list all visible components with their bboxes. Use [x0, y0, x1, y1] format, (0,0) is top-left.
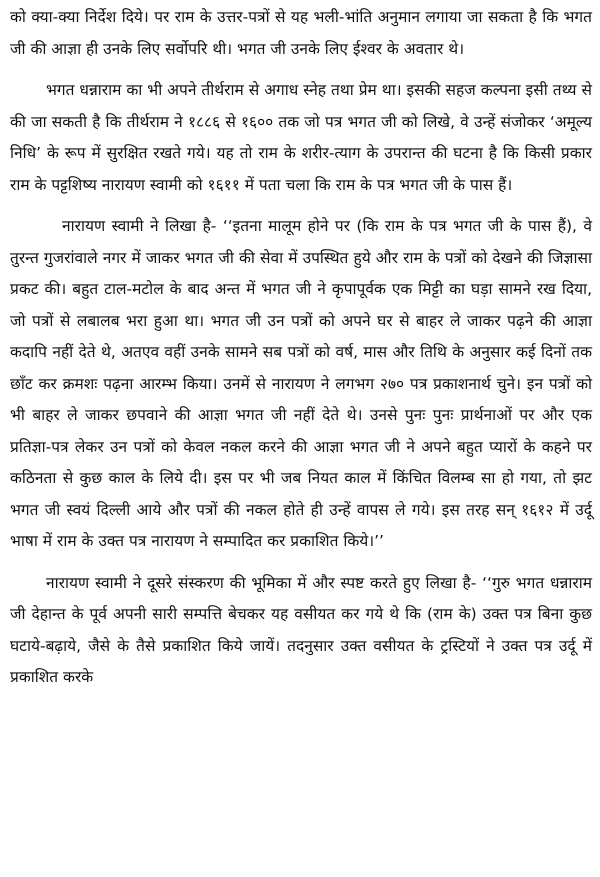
paragraph-3: नारायण स्वामी ने लिखा है- ‘‘इतना मालूम होने पर (कि राम के पत्र भगत जी के पास हैं), वे तुरन्त गुजरांवाले नगर में जाकर भगत जी की सेवा में उपस्थित हुये और राम के पत्रों को देखने की जिज्ञासा प्रकट की। बहुत टाल-मटोल के बाद अन्त में भगत जी ने कृपापूर्वक एक मिट्टी का घड़ा सामने रख दिया, जो पत्रों से लबालब भरा हुआ था। भगत जी उन पत्रों को अपने घर से बाहर ले जाकर पढ़ने की आज्ञा कदापि नहीं देते थे, अतएव वहीं उनके सामने सब पत्रों को वर्ष, मास और तिथि के अनुसार कई दिनों तक छाँट कर क्रमशः पढ़ना आरम्भ किया। उनमें से नारायण ने लगभग २७० पत्र प्रकाशनार्थ चुने। इन पत्रों को भी बाहर ले जाकर छपवाने की आज्ञा भगत जी नहीं देते थे। उनसे पुनः पुनः प्रार्थनाओं पर और एक प्रतिज्ञा-पत्र लेकर उन पत्रों को केवल नकल करने की आज्ञा भगत जी ने अपने बहुत प्यारों के कहने पर कठिनता से कुछ काल के लिये दी। इस पर भी जब नियत काल में किंचित विलम्ब सा हो गया, तो झट भगत जी स्वयं दिल्ली आये और पत्रों की नकल होते ही उन्हें वापस ले गये। इस तरह सन् १६१२ में उर्दू भाषा में राम के उक्त पत्र नारायण ने सम्पादित कर प्रकाशित किये।’’ — [10, 217, 592, 550]
paragraph-1: को क्या-क्या निर्देश दिये। पर राम के उत्तर-पत्रों से यह भली-भांति अनुमान लगाया जा सकता है कि भगत जी की आज्ञा ही उनके लिए सर्वोपरि थी। भगत जी उनके लिए ईश्वर के अवतार थे। — [10, 8, 592, 58]
paragraph-4: नारायण स्वामी ने दूसरे संस्करण की भूमिका में और स्पष्ट करते हुए लिखा है- ‘‘गुरु भगत धन्नाराम जी देहान्त के पूर्व अपनी सारी सम्पत्ति बेचकर यह वसीयत कर गये थे कि (राम के) उक्त पत्र बिना कुछ घटाये-बढ़ाये, जैसे के तैसे प्रकाशित किये जायें। तदनुसार उक्त वसीयत के ट्रस्टियों ने उक्त पत्र उर्दू में प्रकाशित करके — [10, 573, 592, 686]
paragraph-gap — [10, 65, 592, 75]
paragraph-gap — [10, 558, 592, 568]
paragraph-gap — [10, 201, 592, 211]
paragraph-2: भगत धन्नाराम का भी अपने तीर्थराम से अगाध स्नेह तथा प्रेम था। इसकी सहज कल्पना इसी तथ्य से की जा सकती है कि तीर्थराम ने १८८६ से १६०० तक जो पत्र भगत जी को लिखे, वे उन्हें संजोकर ‘अमूल्य निधि’ के रूप में सुरक्षित रखते गये। यह तो राम के शरीर-त्याग के उपरान्त की घटना है कि किसी प्रकार राम के पट्टशिष्य नारायण स्वामी को १६११ में पता चला कि राम के पत्र भगत जी के पास हैं। — [10, 81, 592, 194]
